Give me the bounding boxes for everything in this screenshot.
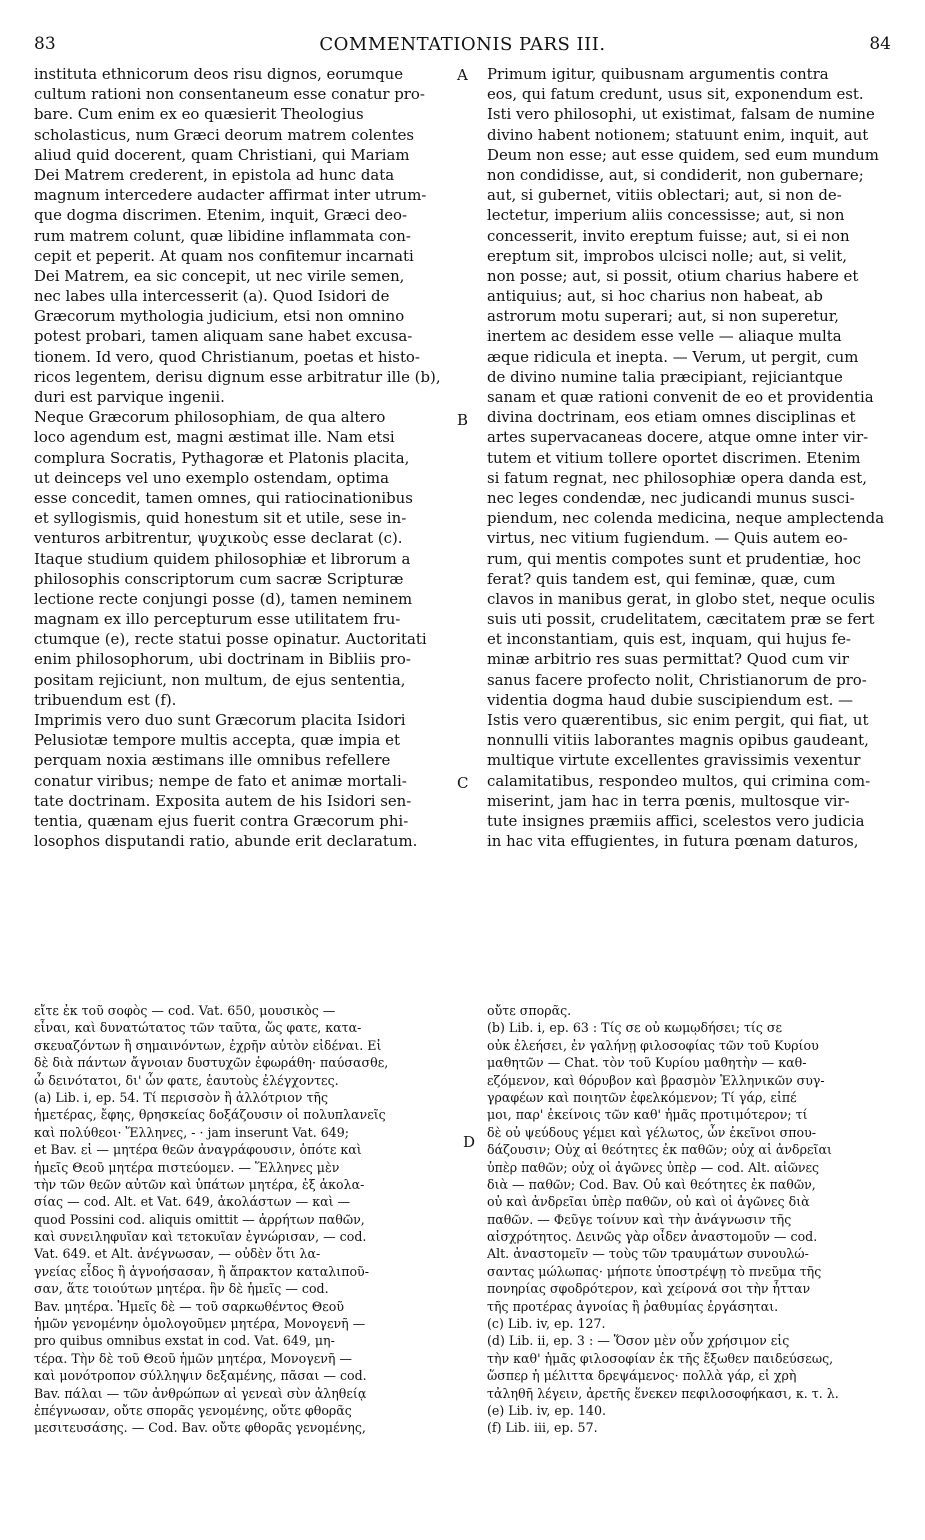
footnote-line: τὴν τῶν θεῶν αὐτῶν καὶ ὑπάτων μητέρα, ἐξ ἀκολα-	[34, 1176, 365, 1192]
text-line: Istis vero quærentibus, sic enim pergit, qui fiat, ut	[487, 711, 869, 729]
text-line: Primum igitur, quibusnam argumentis contra	[487, 65, 829, 83]
text-line: Imprimis vero duo sunt Græcorum placita Isidori	[34, 711, 406, 729]
footnote-line: ὦ δεινότατοι, δι' ὧν φατε, ἑαυτοὺς ἐλέγχοντες.	[34, 1072, 339, 1088]
footnote-line: Bav. πάλαι — τῶν ἀνθρώπων αἱ γενεαὶ σὺν ἀληθείᾳ	[34, 1385, 367, 1401]
text-line: aliud quid docerent, quam Christiani, qui Mariam	[34, 145, 410, 164]
text-line: inertem ac desidem esse velle — aliaque multa	[487, 327, 842, 346]
footnote-line: σαν, ἅτε τοιούτων μητέρα. ἣν δὲ ἡμεῖς — cod.	[34, 1281, 329, 1297]
footnote-line: ἡμετέρας, ἔφης, θρησκείας δοξάζουσιν οἱ πολυπλανεῖς	[34, 1107, 386, 1123]
footnote-line: ὑπὲρ παθῶν; οὐχ οἱ ἀγῶνες ὑπὲρ — cod. Alt. αἰῶνες	[487, 1159, 820, 1175]
text-line: nonnulli vitiis laborantes magnis opibus gaudeant,	[487, 731, 869, 750]
footnote-line: δὲ διὰ πάντων ἄγνοιαν δυστυχῶν ἐφωράθη· παύσασθε,	[34, 1055, 389, 1071]
page-number-left: 83	[34, 34, 56, 54]
text-line: ereptum sit, improbos ulcisci nolle; aut, si velit,	[487, 246, 848, 265]
text-line: nec labes ulla intercesserit (a). Quod Isidori de	[34, 287, 390, 306]
footnote-line: εἶναι, καὶ δυνατώτατος τῶν ταῦτα, ὥς φατε, κατα-	[34, 1020, 362, 1036]
footnote-line: οὐ καὶ ἀνδρεῖαι ὑπὲρ παθῶν, οὐ καὶ οἱ ἀγῶνες διὰ	[487, 1194, 810, 1210]
footnote-line: Vat. 649. et Alt. ἀνέγνωσαν, — οὐδὲν ὅτι λα-	[34, 1246, 321, 1262]
footnote-line: pro quibus omnibus exstat in cod. Vat. 649, μη-	[34, 1333, 335, 1349]
text-line: lectetur, imperium aliis concessisse; aut, si non	[487, 206, 845, 225]
footnote-line: καὶ συνειληφυῖαν καὶ τετοκυῖαν ἐγνώρισαν, — cod.	[34, 1229, 367, 1245]
text-line: ricos legentem, derisu dignum esse arbitratur ille (b),	[34, 367, 441, 386]
footnote-line: μαθητῶν — Chat. τὸν τοῦ Κυρίου μαθητὴν — καθ-	[487, 1055, 807, 1071]
text-line: enim philosophorum, ubi doctrinam in Bibliis pro-	[34, 650, 411, 669]
text-line: antiquius; aut, si hoc charius non habeat, ab	[487, 287, 823, 306]
text-line: complura Socratis, Pythagoræ et Platonis placita,	[34, 448, 410, 467]
running-title: COMMENTATIONIS PARS III.	[319, 34, 606, 55]
text-line: artes supervacaneas docere, atque omne inter vir-	[487, 428, 869, 447]
text-line: conatur viribus; nempe de fato et animæ mortali-	[34, 771, 407, 790]
text-line: non condidisse, aut, si condiderit, non gubernare;	[487, 165, 864, 184]
footnotes-right	[487, 1002, 887, 1437]
text-line: Dei Matrem crederent, in epistola ad hunc data	[34, 165, 395, 184]
text-line: philosophis conscriptorum cum sacræ Scripturæ	[34, 569, 404, 588]
footnote-line: οὔτε σπορᾶς.	[487, 1003, 572, 1018]
text-line: virtus, nec vitium fugiendum. — Quis autem eo-	[487, 529, 848, 548]
footnote-line: Bav. μητέρα. Ἡμεῖς δὲ — τοῦ σαρκωθέντος Θεοῦ	[34, 1298, 344, 1314]
text-line: tentia, quænam ejus fuerit contra Græcorum phi-	[34, 811, 409, 830]
text-line: rum, qui mentis compotes sunt et prudentiæ, hoc	[487, 549, 861, 568]
footnote-line: τέρα. Τὴν δὲ τοῦ Θεοῦ ἡμῶν μητέρα, Μονογενῆ —	[34, 1350, 353, 1366]
text-line: sanus facere profecto nolit, Christianorum de pro-	[487, 670, 867, 689]
margin-letter-d: D	[463, 1133, 476, 1151]
page-header	[34, 34, 891, 56]
text-line: tionem. Id vero, quod Christianum, poetas et histo-	[34, 347, 420, 366]
footnote-line: δάζουσιν; Οὐχ αἱ θεότητες ἐκ παθῶν; οὐχ αἱ ἀνδρεῖαι	[487, 1142, 832, 1158]
text-line: æque ridicula et inepta. — Verum, ut pergit, cum	[487, 347, 859, 366]
text-line: Deum non esse; aut esse quidem, sed eum mundum	[487, 145, 879, 164]
footnote-line: ὥσπερ ἡ μέλιττα δρεψάμενος· πολλὰ γάρ, εἰ χρὴ	[487, 1368, 797, 1384]
footnote-line: εζόμενον, καὶ θόρυβον καὶ βρασμὸν Ἑλληνικῶν συγ-	[487, 1072, 825, 1088]
text-line: concesserit, invito ereptum fuisse; aut, si ei non	[487, 226, 850, 245]
footnote-line: πονηρίας σφοδρότερον, καὶ χείρονά σοι τὴν ἧτταν	[487, 1281, 811, 1297]
footnote-line: Alt. ἀναστομεῖν — τοὺς τῶν τραυμάτων συνουλώ-	[487, 1246, 809, 1262]
text-line: positam rejiciunt, non multum, de ejus sententia,	[34, 670, 406, 689]
footnote-line: μεσιτευσάσης. — Cod. Bav. οὔτε φθορᾶς γενομένης,	[34, 1420, 366, 1436]
text-line: miserint, jam hac in terra pœnis, multosque vir-	[487, 791, 850, 810]
text-line: divino habent notionem; statuunt enim, inquit, aut	[487, 125, 869, 144]
footnote-line: καὶ πολύθεοι· Ἕλληνες, - · jam inserunt Vat. 649;	[34, 1124, 350, 1140]
text-line: aut, si gubernet, vitiis oblectari; aut, si non de-	[487, 186, 842, 205]
footnote-line: (d) Lib. ii, ep. 3 : — Ὅσον μὲν οὖν χρήσιμον εἰς	[487, 1333, 790, 1349]
text-line: Dei Matrem, ea sic concepit, ut nec virile semen,	[34, 266, 405, 285]
footnote-line: (a) Lib. i, ep. 54. Τί περισσὸν ἢ ἀλλότριον τῆς	[34, 1089, 329, 1105]
footnote-line: μοι, παρ' ἐκείνοις τῶν καθ' ἡμᾶς προτιμότερον; τί	[487, 1107, 808, 1123]
footnote-line: τἀληθῆ λέγειν, ἀρετῆς ἕνεκεν πεφιλοσοφήκασι, κ. τ. λ.	[487, 1385, 839, 1401]
text-line: nec leges condendæ, nec judicandi munus susci-	[487, 488, 855, 507]
text-line: Neque Græcorum philosophiam, de qua altero	[34, 408, 386, 427]
footnote-line: καὶ μονότροπον σύλληψιν δεξαμένης, πᾶσαι — cod.	[34, 1368, 367, 1384]
footnotes-left	[34, 1002, 454, 1437]
page-number-right: 84	[869, 34, 891, 54]
text-line: ctumque (e), recte statui posse opinatur. Auctoritati	[34, 630, 427, 649]
footnote-line: ἐπέγνωσαν, οὔτε σπορᾶς γενομένης, οὔτε φθορᾶς	[34, 1402, 352, 1418]
text-line: et syllogismis, quid honestum sit et utile, sese in-	[34, 509, 407, 528]
footnote-line: σίας — cod. Alt. et Vat. 649, ἀκολάστων — καὶ —	[34, 1194, 351, 1210]
footnote-line: εἴτε ἐκ τοῦ σοφὸς — cod. Vat. 650, μουσικὸς —	[34, 1003, 336, 1018]
footnote-line: quod Possini cod. aliquis omittit — ἀρρήτων παθῶν,	[34, 1211, 365, 1227]
text-line: tribuendum est (f).	[34, 690, 177, 709]
text-line: cultum rationi non consentaneum esse conatur pro-	[34, 85, 425, 104]
text-line: ut deinceps vel uno exemplo ostendam, optima	[34, 468, 390, 487]
text-line: lectione recte conjungi posse (d), tamen neminem	[34, 589, 413, 608]
text-line: tate doctrinam. Exposita autem de his Isidori sen-	[34, 791, 412, 810]
text-line: magnam ex illo percepturum esse utilitatem fru-	[34, 610, 401, 629]
footnote-line: παθῶν. — Φεῦγε τοίνυν καὶ τὴν ἀνάγνωσιν τῆς	[487, 1211, 792, 1227]
text-line: esse concedit, tamen omnes, qui ratiocinationibus	[34, 488, 413, 507]
text-line: instituta ethnicorum deos risu dignos, eorumque	[34, 65, 404, 83]
footnote-line: ἡμῶν γενομένην ὁμολογοῦμεν μητέρα, Μονογενῆ —	[34, 1316, 366, 1332]
footnote-line: οὐκ ἐλεήσει, ἐν γαλήνῃ φιλοσοφίας τῶν τοῦ Κυρίου	[487, 1037, 819, 1053]
footnote-line: ἡμεῖς Θεοῦ μητέρα πιστεύομεν. — Ἕλληνες μὲν	[34, 1159, 340, 1175]
footnote-line: γνείας εἶδος ἢ ἀγνοήσασαν, ἢ ἄπρακτον καταλιποῦ-	[34, 1263, 369, 1279]
footnote-line: τὴν καθ' ἡμᾶς φιλοσοφίαν ἐκ τῆς ἔξωθεν παιδεύσεως,	[487, 1350, 834, 1366]
footnote-line: τῆς προτέρας ἀγνοίας ἢ ῥαθυμίας ἐργάσηται.	[487, 1298, 779, 1314]
text-line: in hac vita effugientes, in futura pœnam daturos,	[487, 832, 859, 851]
footnote-line: αἰσχρότητος. Δεινῶς γὰρ οἶδεν ἀναστομοῦν — cod.	[487, 1229, 818, 1245]
text-line: que dogma discrimen. Etenim, inquit, Græci deo-	[34, 206, 408, 225]
footnote-line: et Bav. εἰ — μητέρα θεῶν ἀναγράφουσιν, ὁπότε καὶ	[34, 1142, 362, 1158]
text-line: Itaque studium quidem philosophiæ et librorum a	[34, 549, 411, 568]
text-line: de divino numine talia præcipiant, rejiciantque	[487, 367, 843, 386]
margin-letter-b: B	[457, 411, 469, 429]
margin-letter-a: A	[457, 66, 468, 84]
text-line: Pelusiotæ tempore multis accepta, quæ impia et	[34, 731, 400, 750]
text-line: astrorum motu superari; aut, si non superetur,	[487, 307, 839, 326]
text-line: tute insignes præmiis affici, scelestos vero judicia	[487, 811, 865, 830]
text-line: piendum, nec colenda medicina, neque amplectenda	[487, 509, 885, 528]
right-column	[487, 64, 887, 851]
text-line: magnum intercedere audacter affirmat inter utrum-	[34, 186, 427, 205]
text-line: rum matrem colunt, quæ libidine inflammata con-	[34, 226, 411, 245]
text-line: videntia dogma haud dubie suscipiendum est. —	[487, 690, 853, 709]
footnote-line: (e) Lib. iv, ep. 140.	[487, 1402, 606, 1418]
text-line: calamitatibus, respondeo multos, qui crimina com-	[487, 771, 871, 790]
text-line: duri est parvique ingenii.	[34, 388, 225, 406]
text-line: cepit et peperit. At quam nos confitemur incarnati	[34, 246, 414, 265]
text-line: non posse; aut, si possit, otium charius habere et	[487, 266, 859, 285]
footnote-line: σαντας μώλωπας· μήποτε ὑποστρέψῃ τὸ πνεῦμα τῆς	[487, 1263, 822, 1279]
text-line: bare. Cum enim ex eo quæsierit Theologius	[34, 105, 364, 124]
text-line: et inconstantiam, quis est, inquam, qui hujus fe-	[487, 630, 851, 649]
footnote-line: σκευαζόντων ἢ σημαινόντων, ἐχρῆν αὐτὸν εἰδέναι. Εἰ	[34, 1037, 382, 1053]
text-line: divina doctrinam, eos etiam omnes disciplinas et	[487, 408, 856, 427]
text-line: perquam noxia æstimans ille omnibus refellere	[34, 751, 391, 770]
text-line: minæ arbitrio res suas permittat? Quod cum vir	[487, 650, 849, 669]
text-line: suis uti possit, crudelitatem, cæcitatem præ se fert	[487, 610, 875, 629]
text-line: clavos in manibus gerat, in globo stet, neque oculis	[487, 589, 876, 608]
text-line: Græcorum mythologia judicium, etsi non omnino	[34, 307, 405, 326]
text-line: multique virtute excellentes gravissimis vexentur	[487, 751, 861, 770]
text-line: loco agendum est, magni æstimat ille. Nam etsi	[34, 428, 395, 447]
text-line: losophos disputandi ratio, abunde erit declaratum.	[34, 832, 418, 851]
text-line: ferat? quis tandem est, qui feminæ, quæ, cum	[487, 569, 836, 588]
footnote-line: (c) Lib. iv, ep. 127.	[487, 1316, 606, 1332]
text-line: venturos arbitrentur, ψυχικοὺς esse declarat (c).	[34, 529, 403, 548]
text-line: potest probari, tamen aliquam sane habet excusa-	[34, 327, 413, 346]
footnote-line: (f) Lib. iii, ep. 57.	[487, 1420, 598, 1436]
text-line: eos, qui fatum credunt, usus sit, exponendum est.	[487, 85, 864, 104]
footnote-line: (b) Lib. i, ep. 63 : Τίς σε οὐ κωμῳδήσει; τίς σε	[487, 1020, 783, 1036]
text-line: tutem et vitium tollere oportet discrimen. Etenim	[487, 448, 861, 467]
footnote-line: γραφέων καὶ ποιητῶν ἐφελκόμενον; Τί γάρ, εἰπέ	[487, 1089, 797, 1105]
footnote-line: δὲ οὐ ψεύδους γέμει καὶ γέλωτος, ὧν ἐκεῖνοι σπου-	[487, 1124, 817, 1140]
margin-letter-c: C	[457, 774, 469, 792]
text-line: si fatum regnat, nec philosophiæ opera danda est,	[487, 468, 867, 487]
text-line: scholasticus, num Græci deorum matrem colentes	[34, 125, 415, 144]
text-line: sanam et quæ rationi convenit de eo et providentia	[487, 388, 874, 406]
left-column	[34, 64, 452, 851]
footnote-line: διὰ — παθῶν; Cod. Bav. Οὐ καὶ θεότητες ἐκ παθῶν,	[487, 1176, 816, 1192]
text-line: Isti vero philosophi, ut existimat, falsam de numine	[487, 105, 875, 124]
